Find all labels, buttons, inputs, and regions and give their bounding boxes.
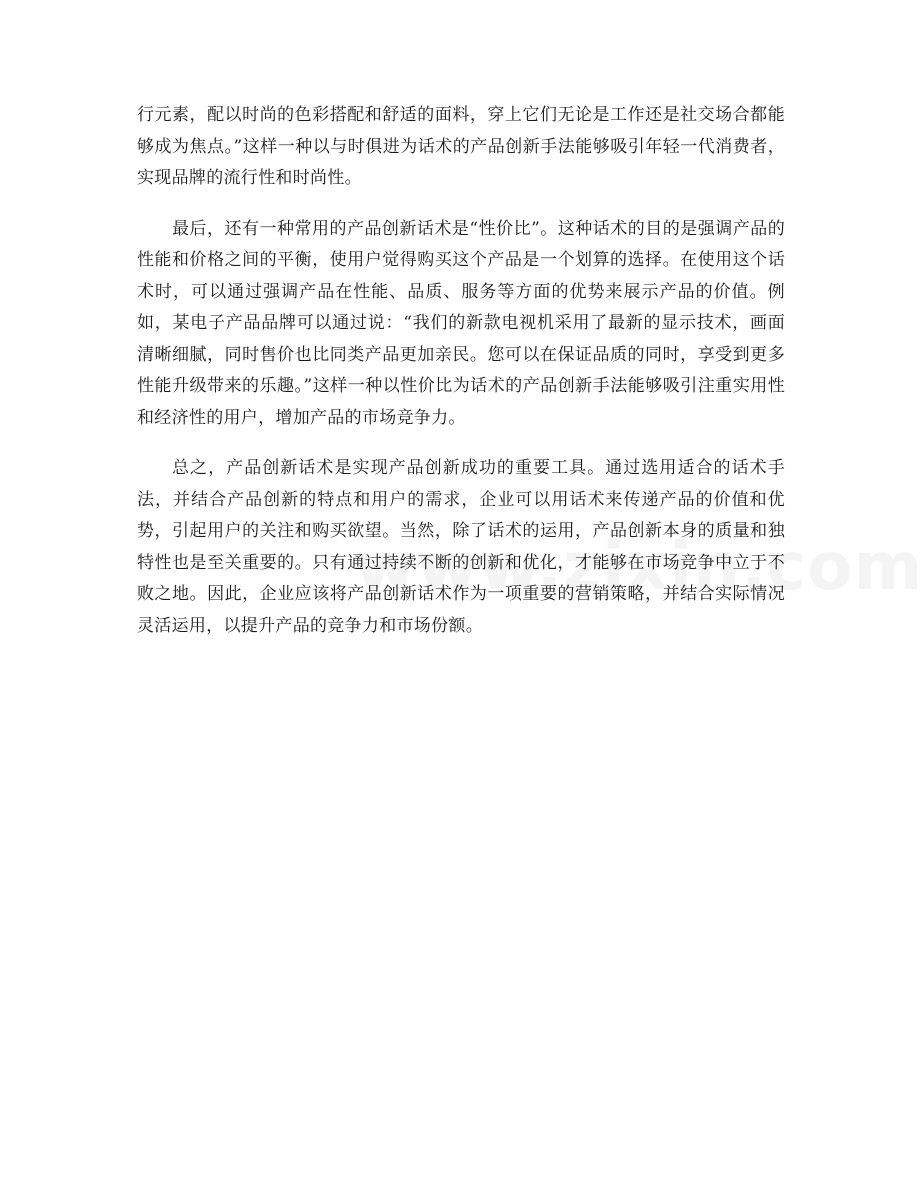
paragraph-continuation: 行元素，配以时尚的色彩搭配和舒适的面料，穿上它们无论是工作还是社交场合都能够成为焦点。”这样一种以与时俱进为话术的产品创新手法能够吸引年轻一代消费者，实现品牌的流行性和时尚性。 <box>137 105 785 188</box>
paragraph-cost-performance: 最后，还有一种常用的产品创新话术是“性价比”。这种话术的目的是强调产品的性能和价格之间的平衡，使用户觉得购买这个产品是一个划算的选择。在使用这个话术时，可以通过强调产品在性能、品质、服务等方面的优势来展示产品的价值。例如，某电子产品品牌可以通过说：“我们的新款电视机采用了最新的显示技术，画面清晰细腻，同时售价也比同类产品更加亲民。您可以在保证品质的同时，享受到更多性能升级带来的乐趣。”这样一种以性价比为话术的产品创新手法能够吸引注重实用性和经济性的用户，增加产品的市场竞争力。 <box>137 218 785 428</box>
paragraph-conclusion: 总之，产品创新话术是实现产品创新成功的重要工具。通过选用适合的话术手法，并结合产品创新的特点和用户的需求，企业可以用话术来传递产品的价值和优势，引起用户的关注和购买欲望。当然，除了话术的运用，产品创新本身的质量和独特性也是至关重要的。只有通过持续不断的创新和优化，才能够在市场竞争中立于不败之地。因此，企业应该将产品创新话术作为一项重要的营销策略，并结合实际情况灵活运用，以提升产品的竞争力和市场份额。 <box>137 458 785 636</box>
document-page <box>137 100 785 661</box>
